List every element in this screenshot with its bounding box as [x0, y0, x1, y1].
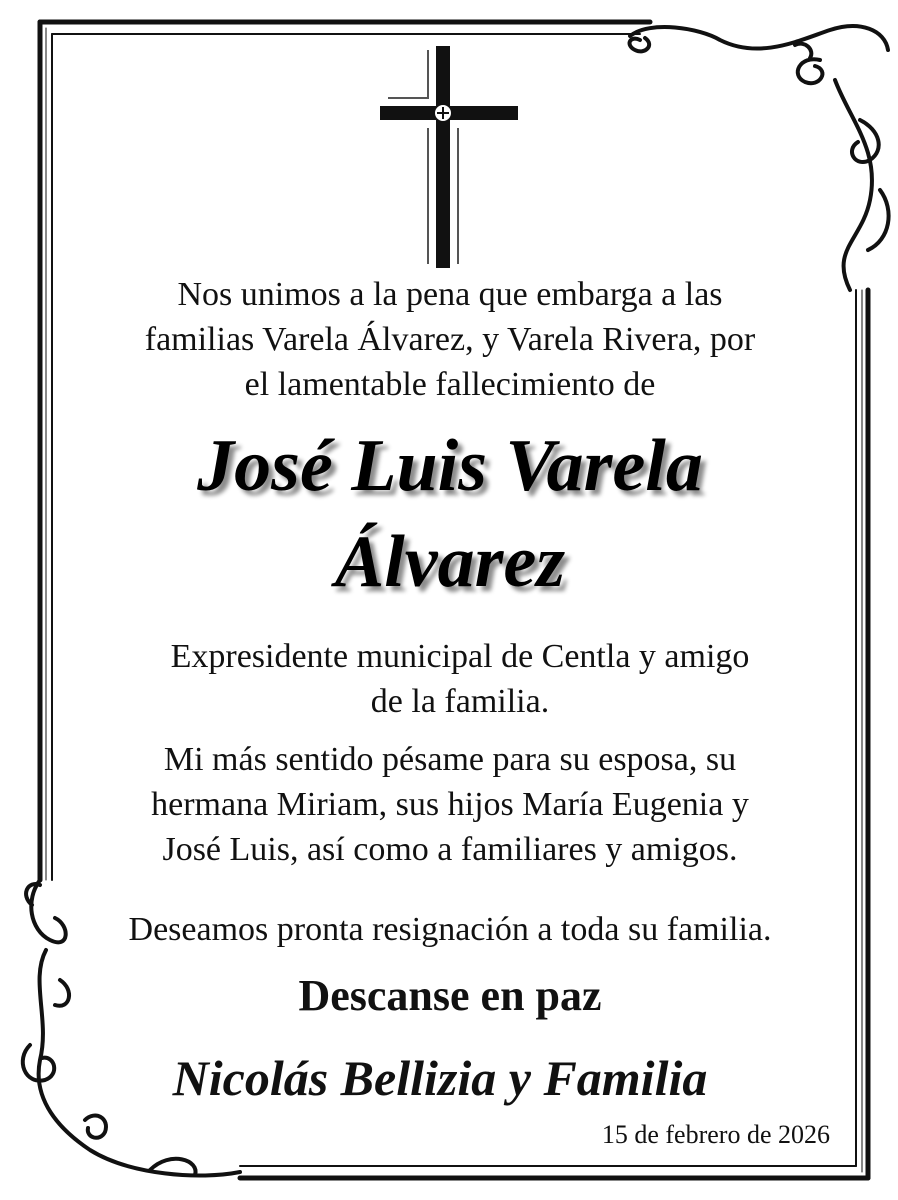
date: 15 de febrero de 2026 — [601, 1120, 830, 1149]
signature: Nicolás Bellizia y Familia — [172, 1050, 708, 1106]
role-text — [60, 634, 860, 724]
deceased-name-line: José Luis Varela — [197, 425, 703, 507]
intro-line: el lamentable fallecimiento de — [244, 366, 656, 403]
deceased-name — [60, 418, 840, 610]
intro-text — [60, 272, 840, 407]
role-line: Expresidente municipal de Centla y amigo — [170, 638, 750, 675]
role-line: de la familia. — [370, 683, 550, 720]
cross-icon — [380, 46, 518, 268]
condolence-line: José Luis, así como a familiares y amigos. — [162, 831, 738, 868]
closing-text: Descanse en paz — [298, 971, 602, 1020]
condolence-line: Mi más sentido pésame para su esposa, su — [163, 741, 737, 778]
intro-line: familias Varela Álvarez, y Varela Rivera, por — [144, 321, 756, 358]
condolence-text — [60, 737, 840, 872]
wish-text: Deseamos pronta resignación a toda su familia. — [128, 911, 772, 948]
deceased-name-line: Álvarez — [334, 521, 566, 603]
condolence-line: hermana Miriam, sus hijos María Eugenia y — [151, 786, 749, 823]
scroll-flourish-icon — [630, 26, 889, 290]
intro-line: Nos unimos a la pena que embarga a las — [177, 276, 723, 313]
